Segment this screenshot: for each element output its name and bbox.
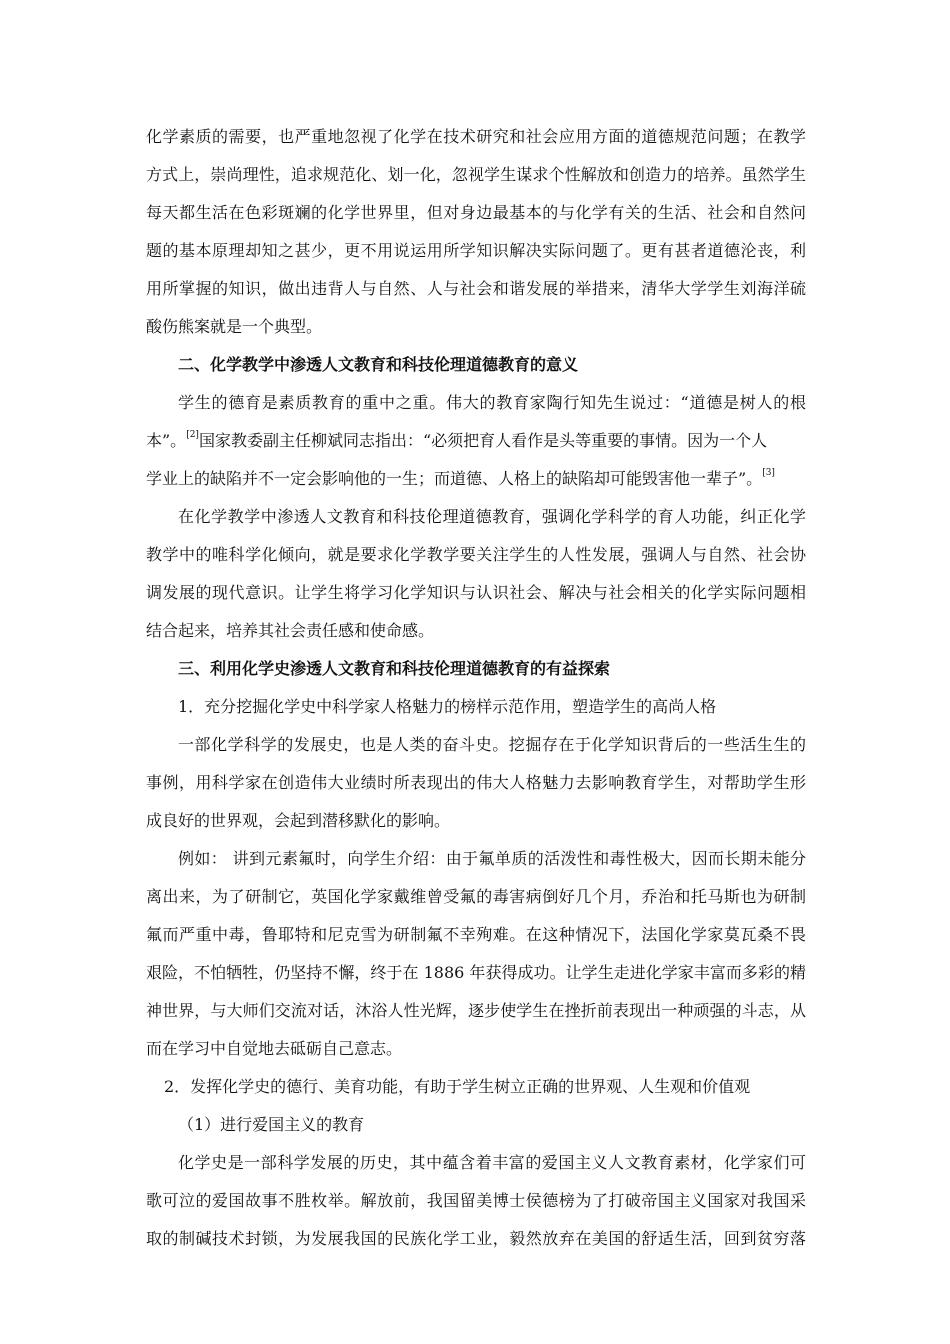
paragraph-1-line: 酸伤熊案就是一个典型。 [146,317,323,336]
paragraph-4-line: 成良好的世界观，会起到潜移默化的影响。 [146,811,451,830]
paragraph-3-line: 在化学教学中渗透人文教育和科技伦理道德教育，强调化学科学的育人功能，纠正化学 [178,507,806,526]
paragraph-5-line: 氟而严重中毒，鲁耶特和尼克雪为研制氟不幸殉难。在这种情况下，法国化学家莫瓦桑不畏 [146,925,806,944]
paragraph-3-line: 教学中的唯科学化倾向，就是要求化学教学要关注学生的人性发展，强调人与自然、社会协 [146,545,806,564]
paragraph-5-line: 艰险，不怕牺牲，仍坚持不懈，终于在 1886 年获得成功。让学生走进化学家丰富而多彩的精 [146,963,806,982]
paragraph-5-line: 例如： 讲到元素氟时，向学生介绍：由于氟单质的活泼性和毒性极大，因而长期未能分 [178,849,806,868]
document-body [146,118,806,1258]
paragraph-2-text: 学业上的缺陷并不一定会影响他的一生；而道德、人格上的缺陷却可能毁害他一辈子”。 [146,469,763,488]
paragraph-5-line: 离出来，为了研制它，英国化学家戴维曾受氟的毒害病倒好几个月，乔治和托马斯也为研制 [146,887,806,906]
paragraph-2-text: 国家教委副主任柳斌同志指出：“必须把育人看作是头等重要的事情。因为一个人 [198,431,768,450]
paragraph-2-line [146,422,806,460]
paragraph-4-line: 事例，用科学家在创造伟大业绩时所表现出的伟大人格魅力去影响教育学生，对帮助学生形 [146,773,806,792]
subheading-2-1: （1）进行爱国主义的教育 [178,1115,365,1134]
paragraph-4-line: 一部化学科学的发展史，也是人类的奋斗史。挖掘存在于化学知识背后的一些活生生的 [178,735,806,754]
paragraph-1-line: 每天都生活在色彩斑斓的化学世界里，但对身边最基本的与化学有关的生活、社会和自然问 [146,203,806,222]
paragraph-2-line: 学生的德育是素质教育的重中之重。伟大的教育家陶行知先生说过：“道德是树人的根 [178,393,806,412]
paragraph-1-line: 方式上，崇尚理性，追求规范化、划一化，忽视学生谋求个性解放和创造力的培养。虽然学生 [146,165,806,184]
paragraph-6-line: 歌可泣的爱国故事不胜枚举。解放前，我国留美博士侯德榜为了打破帝国主义国家对我国采 [146,1191,806,1210]
paragraph-1-line: 用所掌握的知识，做出违背人与自然、人与社会和谐发展的举措来，清华大学学生刘海洋硫 [146,279,806,298]
paragraph-3-line: 调发展的现代意识。让学生将学习化学知识与认识社会、解决与社会相关的化学实际问题相 [146,583,806,602]
paragraph-6-line: 取的制碱技术封锁，为发展我国的民族化学工业，毅然放弃在美国的舒适生活，回到贫穷落 [146,1229,806,1248]
paragraph-2-line [146,460,806,498]
subheading-2: 2．发挥化学史的德行、美育功能，有助于学生树立正确的世界观、人生观和价值观 [164,1077,751,1096]
paragraph-3-line: 结合起来，培养其社会责任感和使命感。 [146,621,435,640]
paragraph-6-line: 化学史是一部科学发展的历史，其中蕴含着丰富的爱国主义人文教育素材，化学家们可 [178,1153,806,1172]
paragraph-1-line: 题的基本原理却知之甚少，更不用说运用所学知识解决实际问题了。更有甚者道德沦丧，利 [146,241,806,260]
reference-marker: [3] [762,468,775,478]
paragraph-5-line: 神世界，与大师们交流对话，沐浴人性光辉，逐步使学生在挫折前表现出一种顽强的斗志，从 [146,1001,806,1020]
section-heading-2: 二、化学教学中渗透人文教育和科技伦理道德教育的意义 [178,355,579,374]
reference-marker: [2] [186,430,199,440]
section-heading-3: 三、利用化学史渗透人文教育和科技伦理道德教育的有益探索 [178,659,611,678]
paragraph-5-line: 而在学习中自觉地去砥砺自己意志。 [146,1039,403,1058]
paragraph-2-text: 本”。 [146,431,187,450]
paragraph-1-line: 化学素质的需要，也严重地忽视了化学在技术研究和社会应用方面的道德规范问题；在教学 [146,127,806,146]
subheading-1: 1．充分挖掘化学史中科学家人格魅力的榜样示范作用，塑造学生的高尚人格 [178,697,717,716]
